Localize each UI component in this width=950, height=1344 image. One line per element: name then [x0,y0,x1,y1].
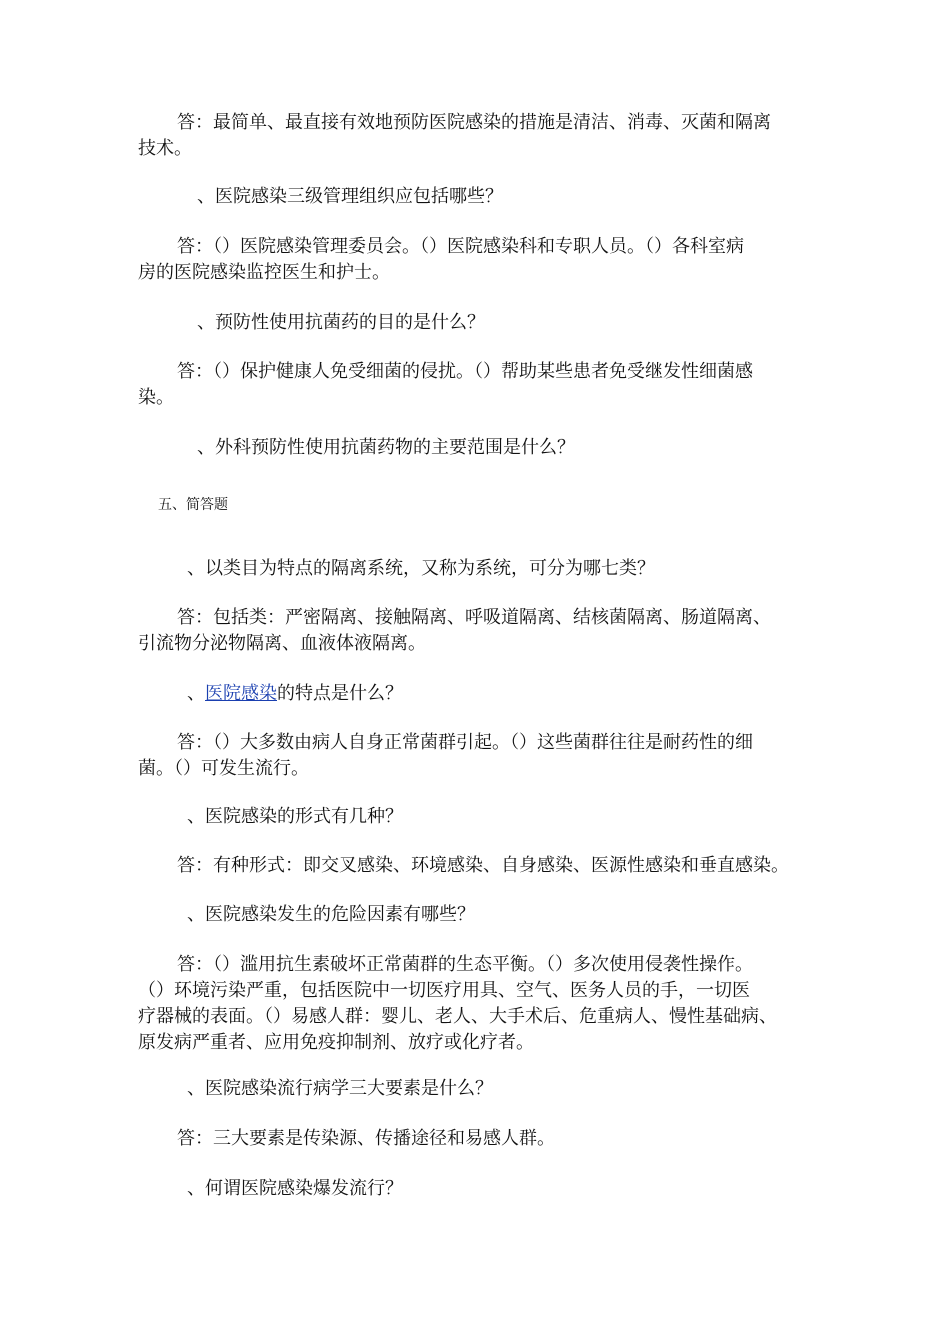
answer-isolation-line-2: 引流物分泌物隔离、血液体液隔离。 [138,633,426,654]
question-prefix: 、 [187,683,205,704]
question-infection-forms: 、医院感染的形式有几种？ [187,806,403,827]
question-outbreak-definition: 、何谓医院感染爆发流行？ [187,1178,403,1199]
question-isolation-categories: 、以类目为特点的隔离系统，又称为系统，可分为哪七类？ [187,558,655,579]
question-risk-factors: 、医院感染发生的危险因素有哪些？ [187,904,475,925]
answer-epidemiology-elements: 答：三大要素是传染源、传播途径和易感人群。 [177,1128,555,1149]
answer-management-line-2: 房的医院感染监控医生和护士。 [138,262,390,283]
answer-risk-line-2: （）环境污染严重，包括医院中一切医疗用具、空气、医务人员的手，一切医 [138,980,750,1001]
answer-risk-line-1: 答：（）滥用抗生素破坏正常菌群的生态平衡。（）多次使用侵袭性操作。 [177,954,753,975]
answer-antibiotic-purpose-line-2: 染。 [138,387,174,408]
answer-antibiotic-purpose-line-1: 答：（）保护健康人免受细菌的侵扰。（）帮助某些患者免受继发性细菌感 [177,361,753,382]
hospital-infection-link[interactable]: 医院感染 [205,683,277,704]
question-epidemiology-elements: 、医院感染流行病学三大要素是什么？ [187,1078,493,1099]
answer-isolation-line-1: 答：包括类：严密隔离、接触隔离、呼吸道隔离、结核菌隔离、肠道隔离、 [177,607,771,628]
question-suffix: 的特点是什么？ [277,683,403,704]
question-antibiotic-purpose: 、预防性使用抗菌药的目的是什么？ [197,312,485,333]
answer-risk-line-3: 疗器械的表面。（）易感人群：婴儿、老人、大手术后、危重病人、慢性基础病、 [138,1006,777,1027]
answer-risk-line-4: 原发病严重者、应用免疫抑制剂、放疗或化疗者。 [138,1032,534,1053]
answer-cleaning-line-2: 技术。 [138,138,192,159]
question-three-level-management: 、医院感染三级管理组织应包括哪些？ [197,186,503,207]
answer-features-line-1: 答：（）大多数由病人自身正常菌群引起。（）这些菌群往往是耐药性的细 [177,732,753,753]
answer-cleaning-line-1: 答：最简单、最直接有效地预防医院感染的措施是清洁、消毒、灭菌和隔离 [177,112,771,133]
question-infection-features [187,682,403,706]
answer-management-line-1: 答：（）医院感染管理委员会。（）医院感染科和专职人员。（）各科室病 [177,236,744,257]
section-heading-short-answer: 五、简答题 [158,497,228,513]
answer-infection-forms: 答：有种形式：即交叉感染、环境感染、自身感染、医源性感染和垂直感染。 [177,855,789,876]
question-surgical-antibiotic-scope: 、外科预防性使用抗菌药物的主要范围是什么？ [197,437,575,458]
answer-features-line-2: 菌。（）可发生流行。 [138,758,309,779]
